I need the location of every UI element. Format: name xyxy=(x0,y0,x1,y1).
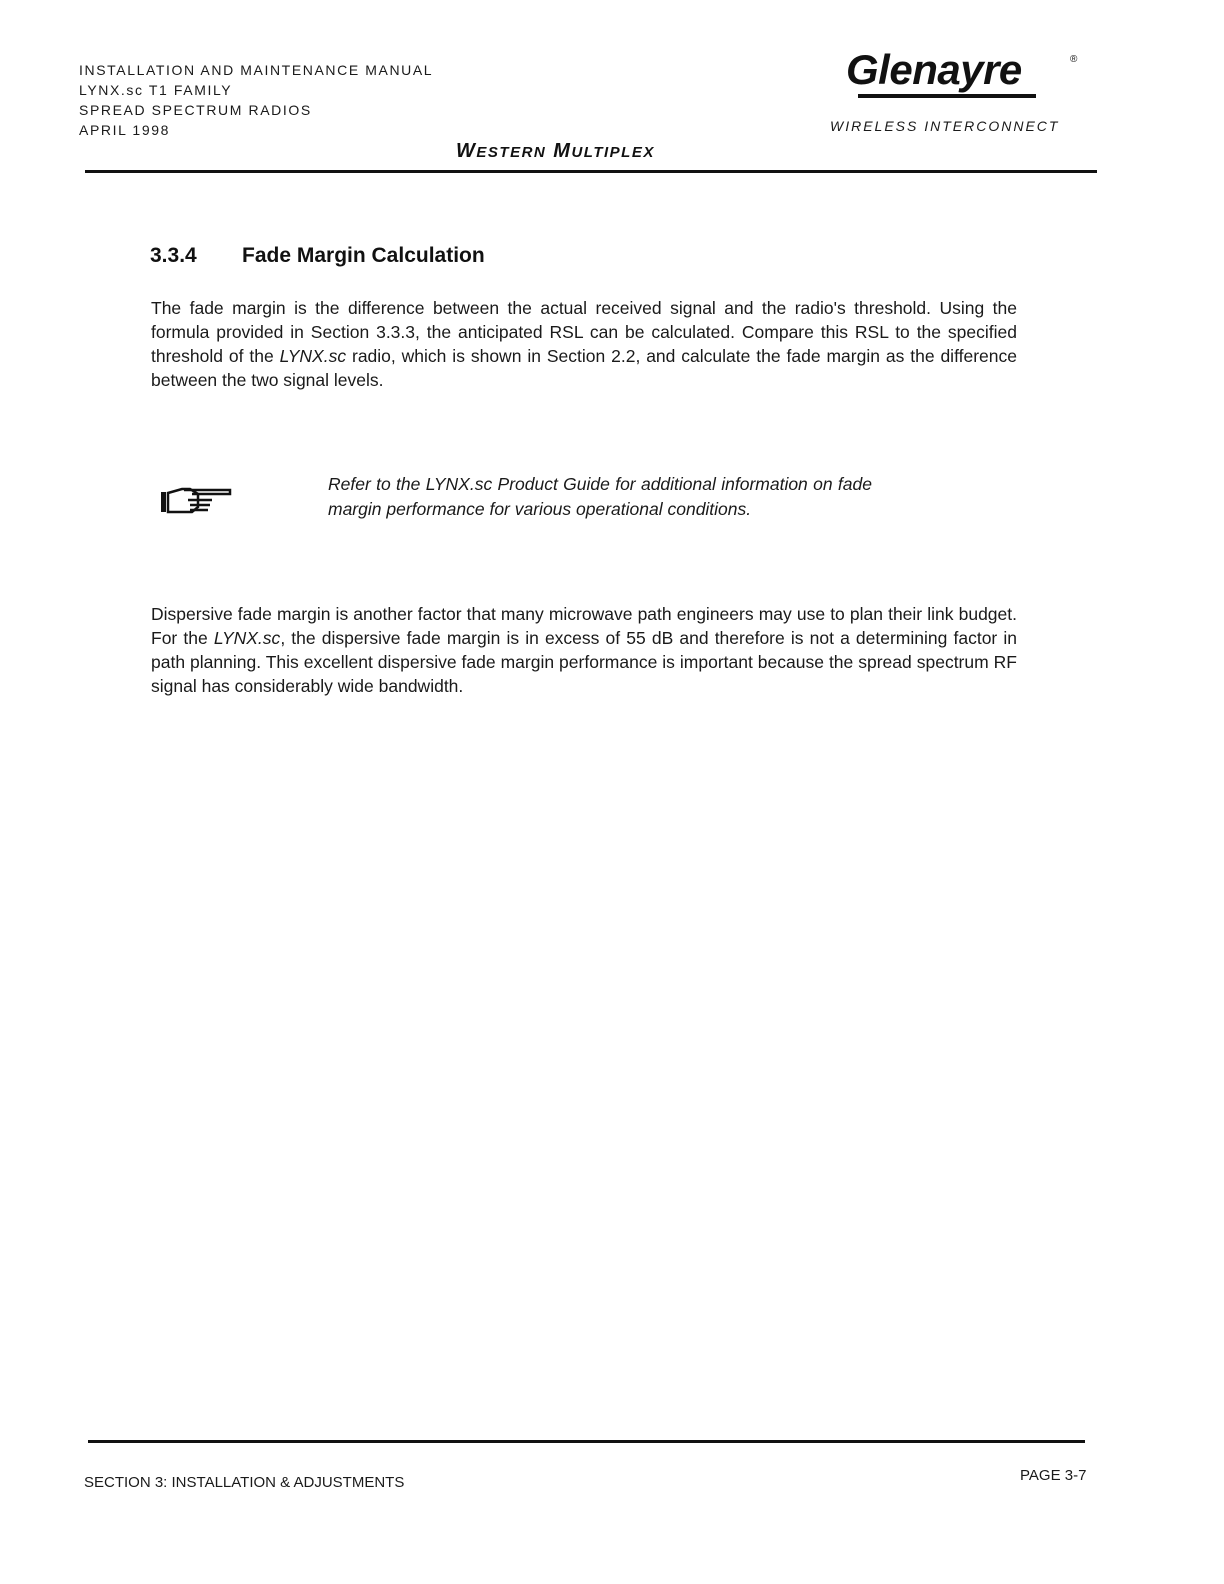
paragraph-fade-margin: The fade margin is the difference between the actual received signal and the radio's threshold. Using the formula provided in Section 3.3.3, the anticipated RSL can be calculated. Compare this RSL to the specified threshold of the LYNX.sc radio, which is shown in Section 2.2, and calculate the fade margin as the difference between the two signal levels. xyxy=(151,298,1017,390)
logo-tagline: WIRELESS INTERCONNECT xyxy=(830,118,1060,134)
publish-date: APRIL 1998 xyxy=(79,122,170,138)
company-name: WESTERN MULTIPLEX xyxy=(456,140,655,162)
footer-divider xyxy=(88,1440,1085,1443)
product-family: LYNX.sc T1 FAMILY xyxy=(79,82,233,98)
section-number: 3.3.4 xyxy=(150,244,197,267)
product-type: SPREAD SPECTRUM RADIOS xyxy=(79,102,312,118)
note-text: Refer to the LYNX.sc Product Guide for additional information on fade margin performance for various operational conditions. xyxy=(328,474,872,519)
manual-header xyxy=(79,60,433,140)
logo-wordmark: Glenayre xyxy=(846,46,1022,93)
paragraph-dispersive-fade: Dispersive fade margin is another factor that many microwave path engineers may use to plan their link budget. For the LYNX.sc, the dispersive fade margin is in excess of 55 dB and therefore is not a determining factor in path planning. This excellent dispersive fade margin performance is important because the spread spectrum RF signal has considerably wide bandwidth. xyxy=(151,604,1017,696)
header-divider xyxy=(85,170,1097,173)
page-number: PAGE 3-7 xyxy=(1020,1467,1087,1484)
manual-title: INSTALLATION AND MAINTENANCE MANUAL xyxy=(79,62,434,78)
pointing-hand-icon xyxy=(160,480,236,520)
product-name: LYNX.sc xyxy=(213,628,281,648)
logo-underline xyxy=(858,94,1036,98)
product-name: LYNX.sc xyxy=(279,346,347,366)
section-title: Fade Margin Calculation xyxy=(242,244,485,267)
registered-mark: ® xyxy=(1070,54,1078,65)
footer-section: SECTION 3: INSTALLATION & ADJUSTMENTS xyxy=(84,1474,405,1491)
section-heading xyxy=(150,244,485,268)
glenayre-logo xyxy=(846,48,1086,92)
